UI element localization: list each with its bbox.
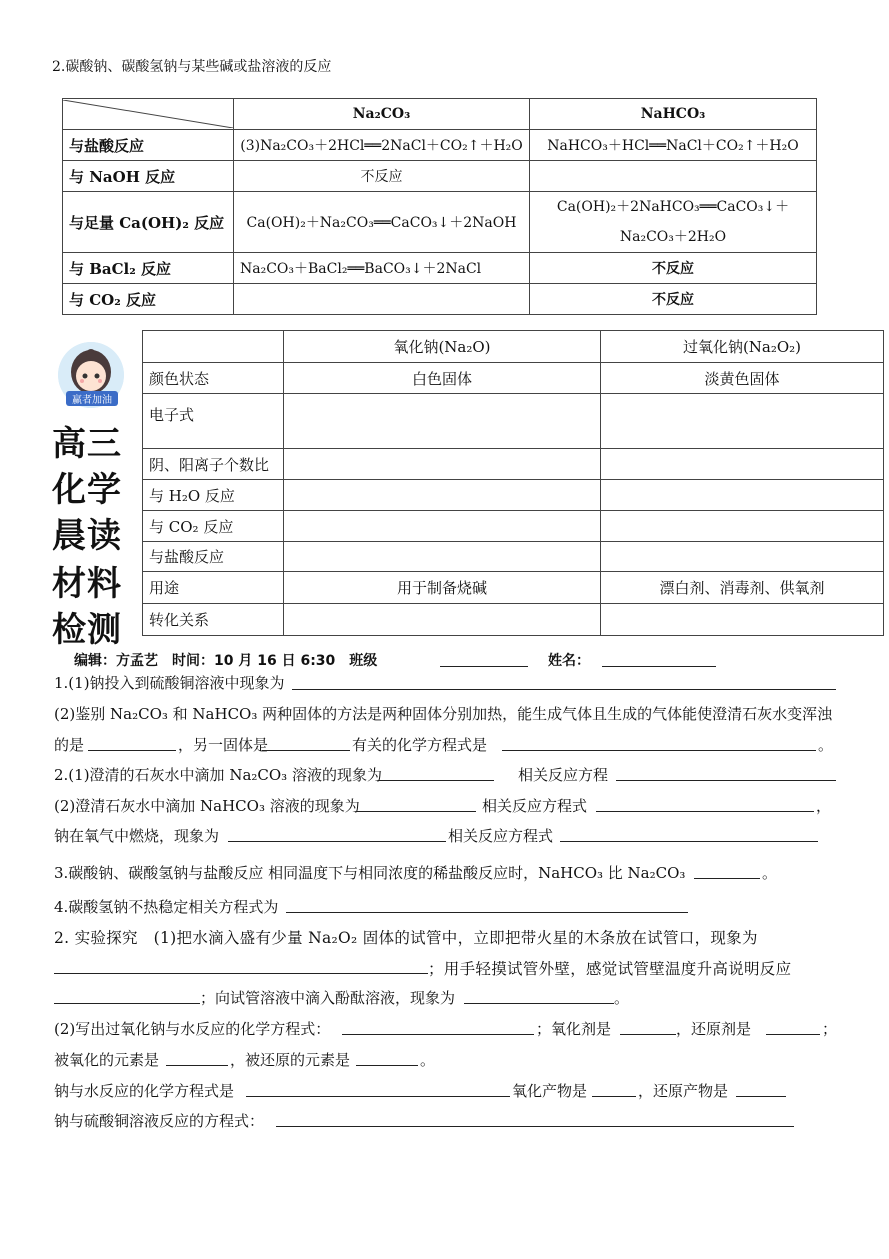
cell [284,511,601,542]
name-label: 姓名： [548,653,590,669]
corner-cell [143,331,284,363]
q2-1a: 2.(1)澄清的石灰水中滴加 Na₂CO₃ 溶液的现象为 [54,766,382,784]
answer-blank[interactable] [616,780,836,781]
answer-blank[interactable] [356,1065,418,1066]
exp-b: ；用手轻摸试管外壁，感觉试管壁温度升高说明反应 [428,960,792,978]
q4: 4.碳酸氢钠不热稳定相关方程式为 [54,898,279,916]
editor-line: 编辑：方孟艺 时间：10 月 16 日 6:30 班级 [74,653,378,669]
cell [601,511,884,542]
cell-line: Ca(OH)₂＋2NaHCO₃══CaCO₃↓＋ [556,199,790,215]
cell [530,161,817,192]
q2-2a: (2)澄清石灰水中滴加 NaHCO₃ 溶液的现象为 [54,797,360,815]
cell-line: Na₂CO₃＋2H₂O [619,229,727,245]
row-label: 与 CO₂ 反应 [63,284,234,315]
cell [601,542,884,572]
row-label: 转化关系 [143,604,284,636]
cell [284,542,601,572]
row-label: 用途 [143,572,284,604]
q1-2b-1: 的是 [54,736,85,754]
row-label: 与 H₂O 反应 [143,480,284,511]
cell [601,449,884,480]
q1-2b-end: 。 [818,736,834,754]
header-na2o2: 过氧化钠(Na₂O₂) [601,331,884,363]
row-label: 阴、阳离子个数比 [143,449,284,480]
answer-blank[interactable] [262,750,350,751]
side-title-5: 检测 [52,610,122,650]
answer-blank[interactable] [596,811,814,812]
answer-blank[interactable] [464,1003,614,1004]
cell [601,394,884,449]
q2-2c: ， [816,797,832,815]
cell: NaHCO₃＋HCl══NaCl＋CO₂↑＋H₂O [530,130,817,161]
exp2-a3: ，还原剂是 [676,1020,752,1038]
row-label: 颜色状态 [143,363,284,394]
answer-blank[interactable] [592,1096,636,1097]
side-title-2: 化学 [52,470,122,510]
header-nahco3: NaHCO₃ [530,99,817,130]
cell [530,192,817,253]
exp-c1: ；向试管溶液中滴入酚酞溶液，现象为 [200,989,456,1007]
answer-blank[interactable] [292,689,836,690]
class-blank[interactable] [440,666,528,667]
diagonal-header-cell [63,99,234,130]
answer-blank[interactable] [378,780,494,781]
answer-blank[interactable] [502,750,816,751]
q2-3a: 钠在氧气中燃烧，现象为 [54,827,220,845]
header-na2o: 氧化钠(Na₂O) [284,331,601,363]
answer-blank[interactable] [620,1034,676,1035]
cell [284,604,601,636]
answer-blank[interactable] [342,1034,534,1035]
cell: (3)Na₂CO₃＋2HCl══2NaCl＋CO₂↑＋H₂O [234,130,530,161]
cell: 漂白剂、消毒剂、供氧剂 [601,572,884,604]
cell: 白色固体 [284,363,601,394]
q2-1b: 相关反应方程 [518,766,609,784]
cell: Ca(OH)₂＋Na₂CO₃══CaCO₃↓＋2NaOH [234,192,530,253]
cell [601,604,884,636]
answer-blank[interactable] [88,750,176,751]
answer-blank[interactable] [286,912,688,913]
exp-c2: 。 [614,989,630,1007]
row-label: 与 BaCl₂ 反应 [63,253,234,284]
side-title-3: 晨读 [52,516,122,556]
cell [284,449,601,480]
answer-blank[interactable] [356,811,476,812]
exp2-a1: (2)写出过氧化钠与水反应的化学方程式： [54,1020,331,1038]
na-water-1: 钠与水反应的化学方程式是 [54,1082,235,1100]
cell: 不反应 [530,284,817,315]
cell [284,394,601,449]
answer-blank[interactable] [560,841,818,842]
cell [284,480,601,511]
cell: 不反应 [530,253,817,284]
q2-2b: 相关反应方程式 [482,797,588,815]
row-label: 与 NaOH 反应 [63,161,234,192]
sodium-oxide-table [142,330,884,636]
section-title: 2.碳酸钠、碳酸氢钠与某些碱或盐溶液的反应 [52,59,332,75]
answer-blank[interactable] [246,1096,510,1097]
exp2-b2: ，被还原的元素是 [230,1051,351,1069]
side-title-1: 高三 [52,424,122,464]
header-na2co3: Na₂CO₃ [234,99,530,130]
na-water-3: ，还原产物是 [638,1082,729,1100]
row-label: 与盐酸反应 [143,542,284,572]
answer-blank[interactable] [736,1096,786,1097]
cell [601,480,884,511]
q1-1: 1.(1)钠投入到硫酸铜溶液中现象为 [54,674,285,692]
row-label: 与足量 Ca(OH)₂ 反应 [63,192,234,253]
q1-2b-3: 有关的化学方程式是 [352,736,488,754]
q3: 3.碳酸钠、碳酸氢钠与盐酸反应 相同温度下与相同浓度的稀盐酸反应时，NaHCO₃ 比 Na₂CO₃ [54,864,686,882]
answer-blank[interactable] [228,841,446,842]
row-label: 与 CO₂ 反应 [143,511,284,542]
diagonal-line [63,100,233,128]
answer-blank[interactable] [54,973,428,974]
answer-blank[interactable] [276,1126,794,1127]
avatar-caption: 赢者加油 [66,391,118,406]
na-cuso4: 钠与硫酸铜溶液反应的方程式： [54,1112,265,1130]
cell: 用于制备烧碱 [284,572,601,604]
carbonate-reaction-table [62,98,817,315]
na-water-2: 氧化产物是 [512,1082,588,1100]
cell [234,284,530,315]
q2-3b: 相关反应方程式 [448,827,554,845]
answer-blank[interactable] [694,878,760,879]
name-blank[interactable] [602,666,716,667]
cell: Na₂CO₃＋BaCl₂══BaCO₃↓＋2NaCl [234,253,530,284]
exp-a: 2. 实验探究 (1)把水滴入盛有少量 Na₂O₂ 固体的试管中，立即把带火星的木条放在试管口，现象为 [54,929,758,947]
q1-2b-2: ，另一固体是 [178,736,269,754]
side-title-4: 材料 [52,564,122,604]
row-label: 与盐酸反应 [63,130,234,161]
exp2-a2: ；氧化剂是 [536,1020,612,1038]
answer-blank[interactable] [166,1065,228,1066]
row-label: 电子式 [143,394,284,449]
cell: 淡黄色固体 [601,363,884,394]
exp2-b3: 。 [420,1051,436,1069]
exp2-a4: ； [822,1020,838,1038]
answer-blank[interactable] [766,1034,820,1035]
exp2-b1: 被氧化的元素是 [54,1051,160,1069]
q3-end: 。 [762,864,778,882]
cell: 不反应 [234,161,530,192]
answer-blank[interactable] [54,1003,200,1004]
q1-2a: (2)鉴别 Na₂CO₃ 和 NaHCO₃ 两种固体的方法是两种固体分别加热，能生成气体且生成的气体能使澄清石灰水变浑浊 [54,705,833,723]
